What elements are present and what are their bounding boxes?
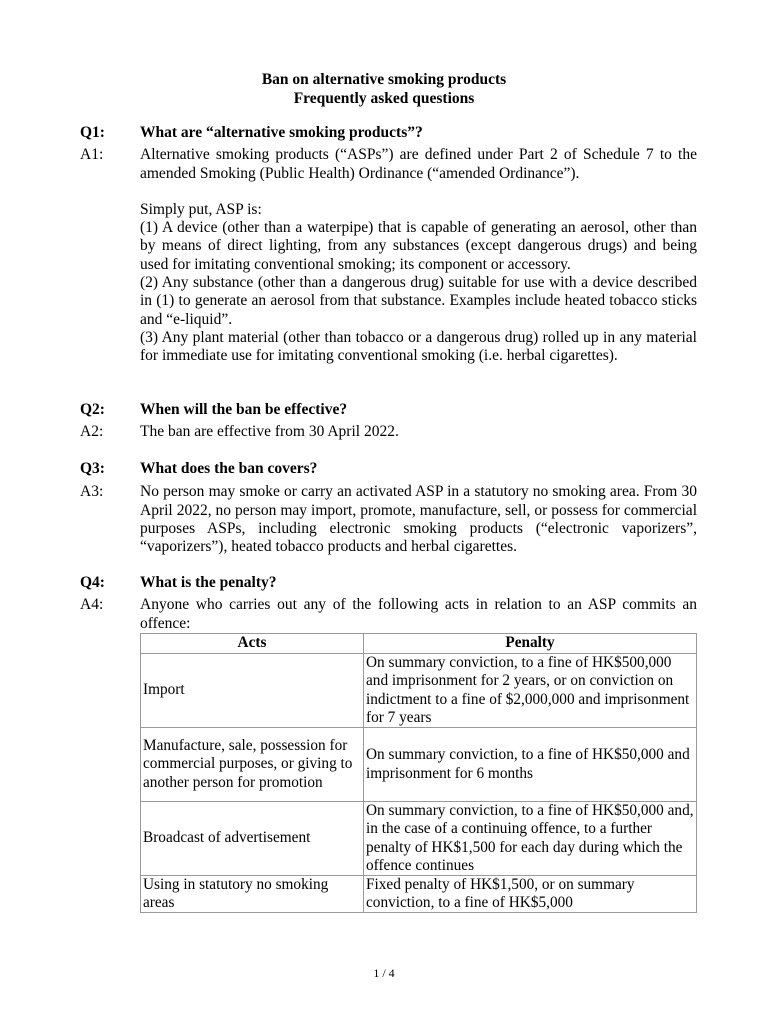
question-label: Q1: [80, 124, 105, 141]
question-text: What are “alternative smoking products”? [140, 124, 423, 141]
simply-put-line: Simply put, ASP is: [140, 200, 262, 218]
title-line-1: Ban on alternative smoking products [261, 71, 507, 88]
faq-q3 [80, 460, 697, 556]
table-row [141, 876, 697, 913]
penalty-cell: On summary conviction, to a fine of HK$50,000 and, in the case of a continuing offence, to a further penalty of HK$1,500 for each day during which the offence continues [364, 802, 697, 876]
faq-q4 [80, 574, 697, 633]
question-text: What does the ban covers? [140, 460, 318, 477]
document-title [0, 70, 768, 108]
table-row [141, 802, 697, 876]
answer-label: A4: [80, 596, 104, 614]
header-penalty: Penalty [364, 634, 697, 654]
table-header-row [141, 634, 697, 654]
question-text: When will the ban be effective? [140, 401, 348, 418]
title-line-2: Frequently asked questions [293, 90, 475, 107]
answer-label: A3: [80, 483, 104, 501]
answer-body [140, 146, 697, 365]
table-row [141, 728, 697, 802]
penalty-cell: On summary conviction, to a fine of HK$50,000 and imprisonment for 6 months [364, 728, 697, 802]
act-cell: Import [141, 654, 364, 728]
penalty-cell: Fixed penalty of HK$1,500, or on summary conviction, to a fine of HK$5,000 [364, 876, 697, 913]
definition-item-2: (2) Any substance (other than a dangerous drug) suitable for use with a device described in (1) to generate an aerosol from that substance. Examples include heated tobacco sticks and “e-liquid”. [140, 274, 697, 328]
question-text: What is the penalty? [140, 574, 277, 591]
act-cell: Manufacture, sale, possession for commercial purposes, or giving to another person for promotion [141, 728, 364, 802]
definition-item-1: (1) A device (other than a waterpipe) that is capable of generating an aerosol, other than by means of direct lighting, from any substances (except dangerous drugs) and being used for imitating conventional smoking; its component or accessory. [140, 219, 697, 273]
act-cell: Broadcast of advertisement [141, 802, 364, 876]
answer-label: A1: [80, 146, 104, 164]
faq-q1 [80, 124, 697, 366]
answer-text: The ban are effective from 30 April 2022. [140, 423, 399, 441]
penalty-cell: On summary conviction, to a fine of HK$500,000 and imprisonment for 2 years, or on conviction on indictment to a fine of $2,000,000 and imprisonment for 7 years [364, 654, 697, 728]
question-label: Q2: [80, 401, 105, 418]
header-acts: Acts [141, 634, 364, 654]
question-label: Q3: [80, 460, 105, 477]
penalty-table [140, 633, 697, 913]
answer-label: A2: [80, 423, 104, 441]
act-cell: Using in statutory no smoking areas [141, 876, 364, 913]
answer-paragraph: Alternative smoking products (“ASPs”) are defined under Part 2 of Schedule 7 to the amended Smoking (Public Health) Ordinance (“amended Ordinance”). [140, 146, 697, 182]
page-number: 1 / 4 [373, 966, 395, 980]
faq-q2 [80, 401, 697, 442]
answer-text: No person may smoke or carry an activated ASP in a statutory no smoking area. From 30 April 2022, no person may import, promote, manufacture, sell, or possess for commercial purposes ASPs, including electronic smoking products (“electronic vaporizers”, “vaporizers”), heated tobacco products and herbal cigarettes. [140, 483, 697, 556]
table-row [141, 654, 697, 728]
definition-item-3: (3) Any plant material (other than tobacco or a dangerous drug) rolled up in any material for immediate use for imitating conventional smoking (i.e. herbal cigarettes). [140, 328, 697, 365]
answer-text: Anyone who carries out any of the following acts in relation to an ASP commits an offence: [140, 596, 697, 632]
question-label: Q4: [80, 574, 105, 591]
